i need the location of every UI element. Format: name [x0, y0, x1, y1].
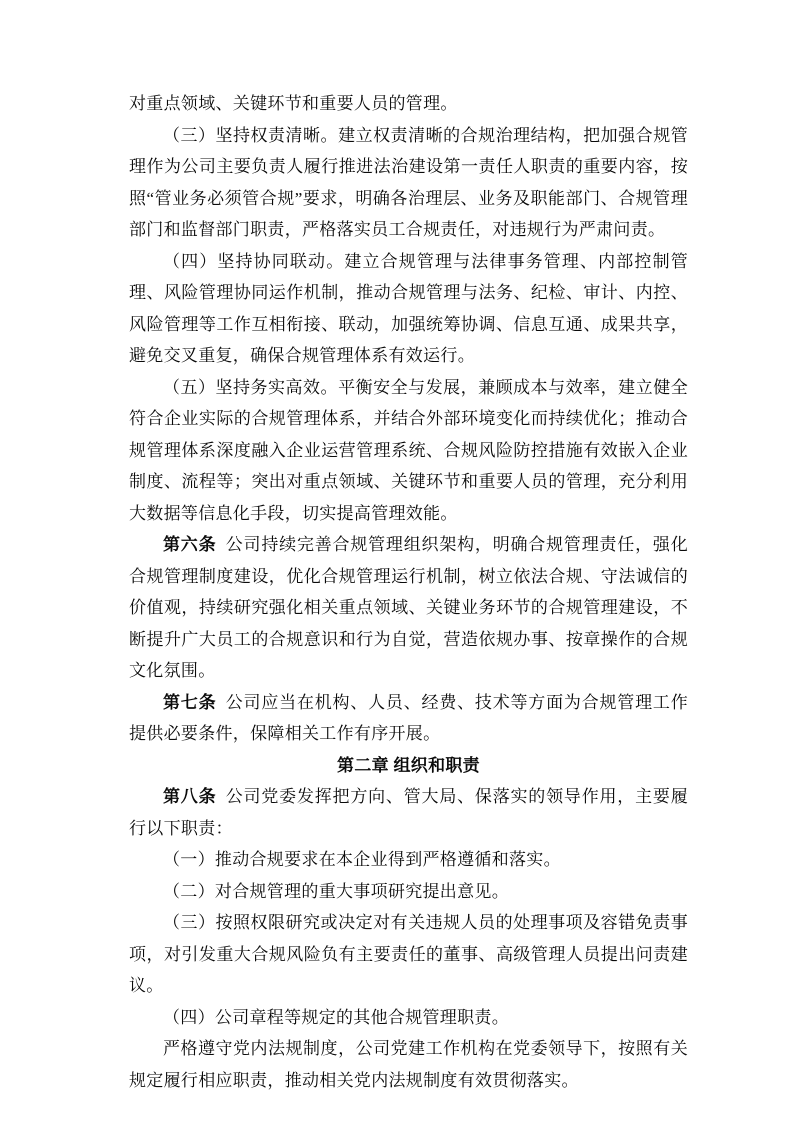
duty-item-1: （一）推动合规要求在本企业得到严格遵循和落实。	[163, 850, 561, 869]
article-7-text: 公司应当在机构、人员、经费、技术等方面为合规管理工作提供必要条件，保障相关工作有序开展。	[129, 692, 688, 743]
document-body	[129, 88, 688, 1096]
article-8-label: 第八条	[163, 787, 217, 806]
article-8	[129, 781, 688, 844]
paragraph-continuation: 对重点领域、关键环节和重要人员的管理。	[129, 94, 458, 113]
duty-item-2: （二）对合规管理的重大事项研究提出意见。	[163, 881, 509, 901]
chapter-2-heading: 第二章 组织和职责	[337, 755, 480, 775]
duty-item-3: （三）按照权限研究或决定对有关违规人员的处理事项及容错免责事项，对引发重大合规风险负有主要责任的董事、高级管理人员提出问责建议。	[129, 913, 688, 995]
article-6-text: 公司持续完善合规管理组织架构，明确合规管理责任，强化合规管理制度建设，优化合规管理运行机制，树立依法合规、守法诚信的价值观，持续研究强化相关重点领域、关键业务环节的合规管理建设，不断提升广大员工的合规意识和行为自觉，营造依规办事、按章操作的合规文化氛围。	[129, 535, 688, 680]
duty-item-4: （四）公司章程等规定的其他合规管理职责。	[163, 1007, 509, 1027]
article-7	[129, 687, 688, 750]
paragraph-party-org: 严格遵守党内法规制度，公司党建工作机构在党委领导下，按照有关规定履行相应职责，推动相关党内法规制度有效贯彻落实。	[129, 1039, 688, 1090]
article-6	[129, 529, 688, 687]
article-6-label: 第六条	[163, 535, 217, 554]
article-8-text: 公司党委发挥把方向、管大局、保落实的领导作用，主要履行以下职责：	[129, 787, 688, 838]
article-7-label: 第七条	[163, 692, 217, 712]
principle-item-3: （三）坚持权责清晰。建立权责清晰的合规治理结构，把加强合规管理作为公司主要负责人履行推进法治建设第一责任人职责的重要内容，按照“管业务必须管合规”要求，明确各治理层、业务及职能部门、合规管理部门和监督部门职责，严格落实员工合规责任，对违规行为严肃问责。	[129, 125, 688, 239]
principle-item-5: （五）坚持务实高效。平衡安全与发展，兼顾成本与效率，建立健全符合企业实际的合规管理体系，并结合外部环境变化而持续优化；推动合规管理体系深度融入企业运营管理系统、合规风险防控措施有效嵌入企业制度、流程等；突出对重点领域、关键环节和重要人员的管理，充分利用大数据等信息化手段，切实提高管理效能。	[129, 377, 688, 523]
principle-item-4: （四）坚持协同联动。建立合规管理与法律事务管理、内部控制管理、风险管理协同运作机制，推动合规管理与法务、纪检、审计、内控、风险管理等工作互相衔接、联动，加强统筹协调、信息互通、成果共享，避免交叉重复，确保合规管理体系有效运行。	[129, 251, 688, 365]
